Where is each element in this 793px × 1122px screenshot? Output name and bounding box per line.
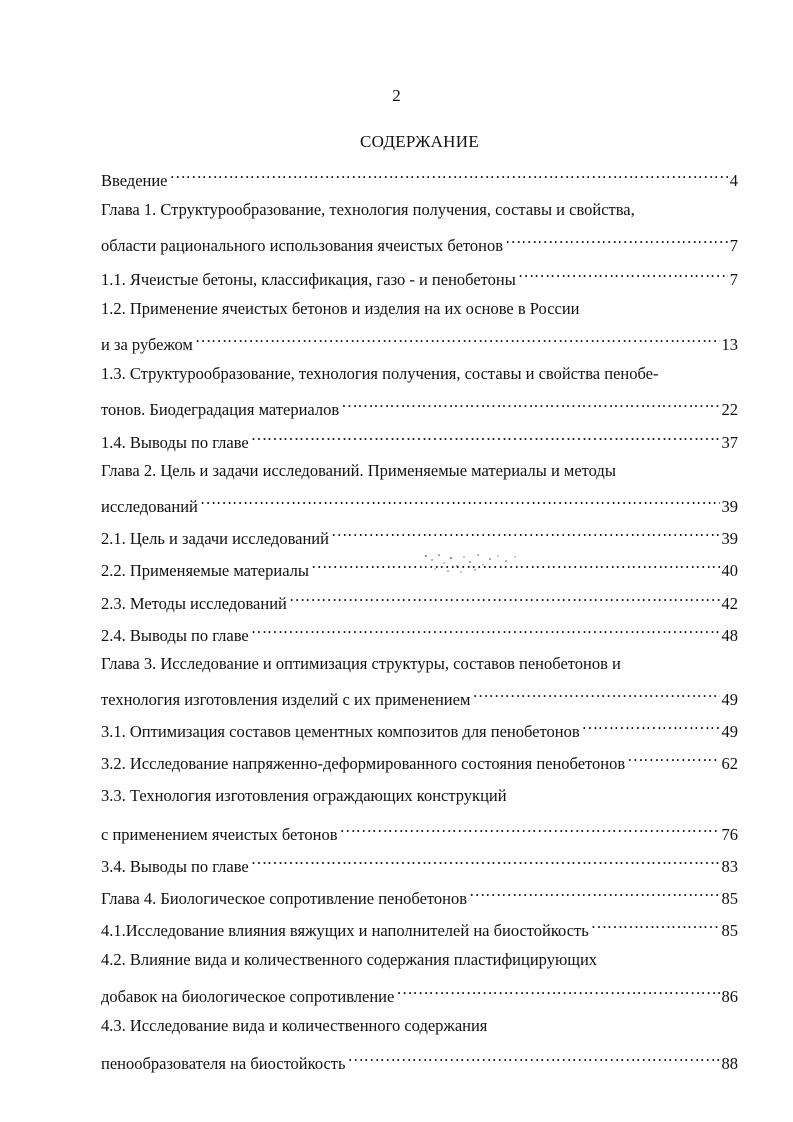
- toc-entry-text: 1.3. Структурообразование, технология получения, составы и свойства пенобе-: [101, 364, 659, 383]
- toc-entry-text: Глава 1. Структурообразование, технология получения, составы и свойства,: [101, 200, 635, 219]
- toc-entry-4-3-line1: [101, 1015, 738, 1037]
- toc-entry-text: 3.1. Оптимизация составов цементных композитов для пенобетонов: [101, 722, 580, 741]
- dot-leader: [200, 492, 720, 512]
- toc-entry-page: 42: [721, 594, 738, 613]
- toc-entry-4-2: [101, 982, 738, 1008]
- dot-leader: [289, 589, 720, 609]
- toc-entry-text: с применением ячеистых бетонов: [101, 825, 338, 844]
- dot-leader: [582, 717, 720, 737]
- toc-entry-text: Введение: [101, 171, 168, 190]
- toc-entry-chapter-1-line1: [101, 199, 738, 221]
- toc-entry-text: 2.2. Применяемые материалы: [101, 561, 309, 580]
- toc-entry-1-3-line1: [101, 363, 738, 385]
- toc-entry-page: 48: [721, 626, 738, 645]
- toc-entry-text: 3.4. Выводы по главе: [101, 857, 249, 876]
- toc-entry-text: добавок на биологическое сопротивление: [101, 987, 395, 1006]
- toc-entry-chapter-1: [101, 231, 738, 257]
- toc-entry-page: 40: [721, 561, 738, 580]
- toc-entry-page: 37: [721, 433, 738, 452]
- toc-entry-page: 39: [721, 529, 738, 548]
- toc-entry-1-1: [101, 265, 738, 291]
- toc-entry-text: Глава 2. Цель и задачи исследований. Применяемые материалы и методы: [101, 461, 616, 480]
- toc-entry-page: 86: [721, 987, 738, 1006]
- toc-entry-page: 39: [721, 497, 738, 516]
- toc-entry-4-3: [101, 1049, 738, 1075]
- toc-entry-chapter-2: [101, 492, 738, 518]
- dot-leader: [627, 749, 719, 769]
- toc-title: СОДЕРЖАНИЕ: [359, 132, 480, 151]
- dot-leader: [472, 685, 719, 705]
- toc-entry-chapter-3: [101, 685, 738, 711]
- toc-entry-2-2: [101, 556, 738, 582]
- toc-entry-3-2: [101, 749, 738, 775]
- toc-entry-chapter-4: [101, 884, 738, 910]
- toc-entry-4-1: [101, 916, 738, 942]
- dot-leader: [591, 916, 720, 936]
- toc-entry-chapter-3-line1: [101, 653, 738, 675]
- toc-entry-text: тонов. Биодеградация материалов: [101, 400, 340, 419]
- toc-entry-3-3: [101, 820, 738, 846]
- toc-entry-4-2-line1: [101, 949, 738, 971]
- toc-entry-text: 3.3. Технология изготовления ограждающих конструкций: [101, 786, 507, 805]
- toc-entry-text: 1.1. Ячеистые бетоны, классификация, газо - и пенобетоны: [101, 270, 516, 289]
- dot-leader: [195, 330, 720, 350]
- toc-entry-page: 49: [721, 722, 738, 741]
- toc-entry-1-3: [101, 395, 738, 421]
- dot-leader: [396, 982, 719, 1002]
- toc-entry-text: Глава 4. Биологическое сопротивление пенобетонов: [101, 889, 468, 908]
- toc-entry-text: пенообразователя на биостойкость: [101, 1054, 346, 1073]
- toc-entry-1-4: [101, 428, 738, 454]
- toc-entry-text: технология изготовления изделий с их применением: [101, 690, 471, 709]
- toc-entry-introduction: [101, 166, 738, 192]
- toc-entry-1-2-line1: [101, 298, 738, 320]
- toc-entry-text: исследований: [101, 497, 198, 516]
- toc-entry-text: Глава 3. Исследование и оптимизация структуры, составов пенобетонов и: [101, 654, 621, 673]
- dot-leader: [311, 556, 720, 576]
- dot-leader: [251, 428, 720, 448]
- dot-leader: [251, 621, 720, 641]
- toc-entry-page: 7: [729, 270, 738, 289]
- toc-entry-text: 4.3. Исследование вида и количественного содержания: [101, 1016, 488, 1035]
- dot-leader: [170, 166, 728, 186]
- dot-leader: [251, 852, 720, 872]
- dot-leader: [348, 1049, 720, 1069]
- toc-entry-page: 85: [721, 889, 738, 908]
- toc-entry-page: 13: [721, 335, 738, 354]
- toc-entry-page: 62: [721, 754, 738, 773]
- toc-entry-page: 83: [721, 857, 738, 876]
- toc-entry-text: 1.4. Выводы по главе: [101, 433, 249, 452]
- toc-entry-text: 4.2. Влияние вида и количественного содержания пластифицирующих: [101, 950, 598, 969]
- toc-entry-page: 85: [721, 921, 738, 940]
- toc-entry-text: 2.4. Выводы по главе: [101, 626, 249, 645]
- toc-entry-text: 2.3. Методы исследований: [101, 594, 287, 613]
- toc-entry-text: 3.2. Исследование напряженно-деформированного состояния пенобетонов: [101, 754, 626, 773]
- dot-leader: [331, 524, 720, 544]
- toc-entry-page: 88: [721, 1054, 738, 1073]
- toc-entry-1-2: [101, 330, 738, 356]
- toc-entry-3-3-line1: [101, 785, 738, 807]
- toc-entry-3-4: [101, 852, 738, 878]
- toc-entry-page: 7: [729, 236, 738, 255]
- toc-entry-text: 4.1.Исследование влияния вяжущих и наполнителей на биостойкость: [101, 921, 589, 940]
- toc-entry-chapter-2-line1: [101, 460, 738, 482]
- toc-entry-2-3: [101, 589, 738, 615]
- toc-entry-2-1: [101, 524, 738, 550]
- dot-leader: [518, 265, 728, 285]
- toc-entry-page: 49: [721, 690, 738, 709]
- dot-leader: [341, 395, 719, 415]
- toc-entry-page: 4: [729, 171, 738, 190]
- toc-entry-text: 1.2. Применение ячеистых бетонов и изделия на их основе в России: [101, 299, 580, 318]
- toc-entry-page: 76: [721, 825, 738, 844]
- dot-leader: [339, 820, 719, 840]
- toc-entry-text: области рационального использования ячеистых бетонов: [101, 236, 504, 255]
- page-number: 2: [392, 86, 401, 105]
- toc-entry-page: 22: [721, 400, 738, 419]
- toc-entry-text: 2.1. Цель и задачи исследований: [101, 529, 329, 548]
- toc-entry-text: и за рубежом: [101, 335, 193, 354]
- dot-leader: [469, 884, 719, 904]
- dot-leader: [505, 231, 728, 251]
- toc-entry-2-4: [101, 621, 738, 647]
- toc-entry-3-1: [101, 717, 738, 743]
